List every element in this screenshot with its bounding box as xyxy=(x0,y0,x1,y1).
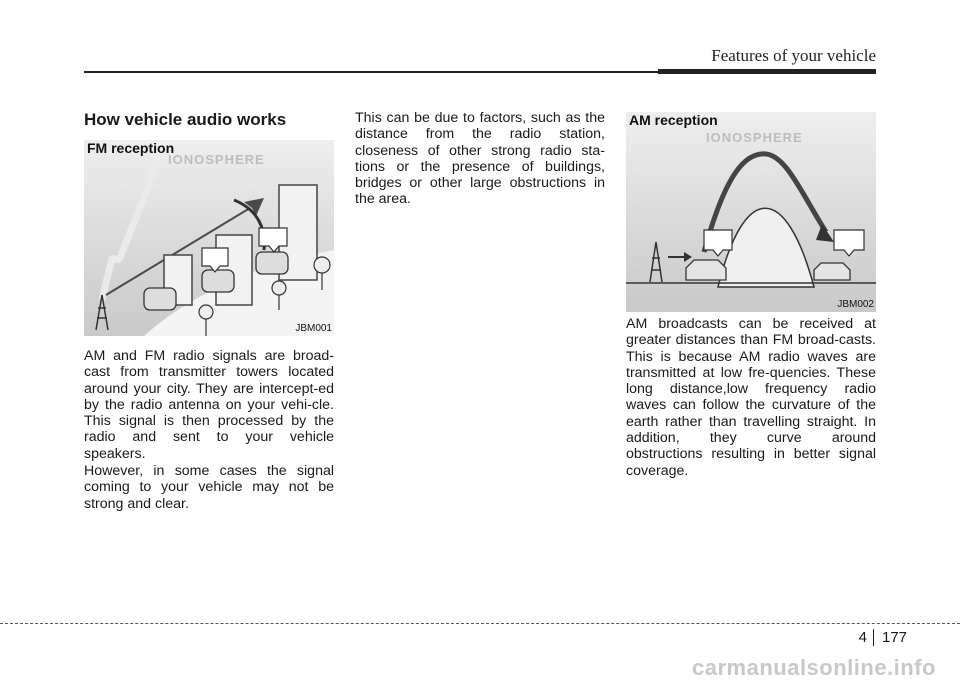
header-rule-thick xyxy=(658,69,876,74)
am-reception-figure xyxy=(626,112,876,312)
paragraph-signal-strength: However, in some cases the signal coming to your vehicle may not be strong and clear. xyxy=(84,463,334,512)
am-ionosphere-label: IONOSPHERE xyxy=(706,130,803,145)
paragraph-broadcast: AM and FM radio signals are broad-cast from transmitter towers located around your city. They are intercept-ed by the radio antenna on your vehi-cle. This signal is then processed by the radio and sent to your vehicle speakers. xyxy=(84,348,334,462)
section-title: Features of your vehicle xyxy=(711,46,876,65)
watermark: carmanualsonline.info xyxy=(692,655,936,680)
page-heading: How vehicle audio works xyxy=(84,110,287,129)
paragraph-am-broadcasts: AM broadcasts can be received at greater distances than FM broad-casts. This is because AM radio waves are transmitted at low fre-quencies. These long distance,low frequency radio waves can follow the curvature of the earth rather than travelling straight. In addition, they curve around obstructions resulting in better signal coverage. xyxy=(626,316,876,479)
fm-illustration xyxy=(84,140,334,336)
fm-figure-code: JBM001 xyxy=(295,323,332,334)
page-number: 177 xyxy=(882,629,908,646)
paragraph-factors: This can be due to factors, such as the distance from the radio station, closeness of other strong radio sta-tions or the presence of buildings, bridges or other large obstructions in the area. xyxy=(355,110,605,208)
am-figure-code: JBM002 xyxy=(837,299,874,310)
am-figure-title: AM reception xyxy=(629,112,718,128)
chapter-number: 4 xyxy=(859,629,874,646)
fm-figure-title: FM reception xyxy=(87,140,175,156)
fm-reception-figure xyxy=(84,140,334,336)
footer-rule xyxy=(0,623,960,624)
header-rule xyxy=(84,71,658,73)
fm-ionosphere-label: IONOSPHERE xyxy=(168,152,265,167)
